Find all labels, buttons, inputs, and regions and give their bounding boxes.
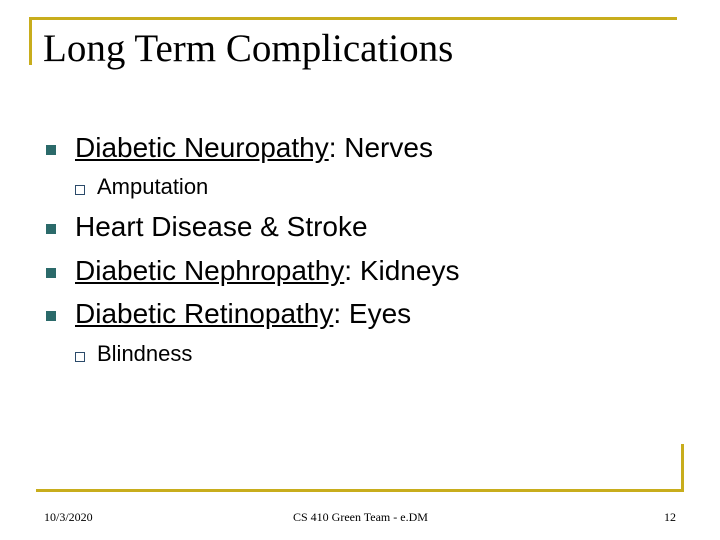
footer-page-number: 12 bbox=[664, 510, 676, 524]
sub-bullet-marker-icon bbox=[75, 185, 85, 195]
bullet-text: Blindness bbox=[97, 341, 193, 366]
frame-top-line bbox=[29, 17, 677, 20]
bullet-item bbox=[75, 212, 368, 243]
bullet-text: Amputation bbox=[97, 174, 209, 199]
sub-bullet-item bbox=[97, 175, 208, 199]
footer-date: 10/3/2020 bbox=[44, 510, 93, 524]
frame-left-line bbox=[29, 17, 32, 65]
bullet-item bbox=[75, 299, 411, 330]
bullet-text: : Kidneys bbox=[344, 255, 460, 286]
bullet-link[interactable]: Diabetic Neuropathy bbox=[75, 132, 329, 163]
bullet-marker-icon bbox=[46, 311, 56, 321]
bullet-marker-icon bbox=[46, 268, 56, 278]
bullet-text: : Eyes bbox=[333, 298, 412, 329]
bullet-text: Heart Disease & Stroke bbox=[75, 211, 368, 242]
bullet-item bbox=[75, 133, 433, 164]
footer-center: CS 410 Green Team - e.DM bbox=[293, 510, 428, 524]
bullet-marker-icon bbox=[46, 145, 56, 155]
frame-bottom-line bbox=[36, 489, 684, 492]
frame-right-line bbox=[681, 444, 684, 492]
bullet-link[interactable]: Diabetic Retinopathy bbox=[75, 298, 334, 329]
bullet-marker-icon bbox=[46, 224, 56, 234]
bullet-link[interactable]: Diabetic Nephropathy bbox=[75, 255, 345, 286]
sub-bullet-item bbox=[97, 342, 192, 366]
slide-title: Long Term Complications bbox=[43, 27, 454, 70]
bullet-text: : Nerves bbox=[328, 132, 433, 163]
bullet-item bbox=[75, 256, 459, 287]
sub-bullet-marker-icon bbox=[75, 352, 85, 362]
